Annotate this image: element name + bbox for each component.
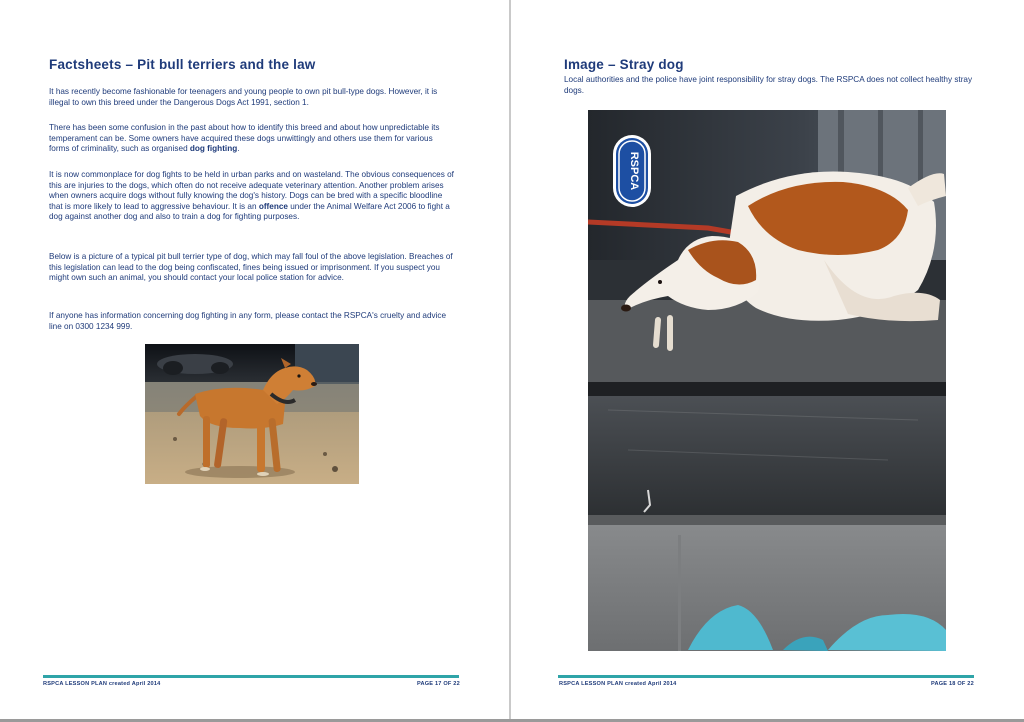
stray-dog-paragraph: Local authorities and the police have joint responsibility for stray dogs. The RSPCA does not collect healthy stray dogs.	[564, 75, 973, 95]
paragraph-1: It has recently become fashionable for teenagers and young people to own pit bull-type dogs. However, it is illegal to own this breed under the Dangerous Dogs Act 1991, section 1.	[49, 87, 438, 107]
footer-rule	[43, 675, 459, 678]
paragraph-3-end: under the Animal Welfare Act 2006 to fight a dog against another dog and also to train a dog for fighting purposes.	[49, 201, 450, 222]
page-17	[0, 0, 509, 722]
paragraph-3-text: It is now commonplace for dog fights to be held in urban parks and on wasteland. The obvious consequences of this are injuries to the dogs, which often do not receive adequate veterinary attention. Another problem arises when owners acquire dogs without fully knowing the dog's history. Dogs can be bred with a specific bloodline that is more likely to lead to aggressive behaviour. It is an	[49, 170, 454, 211]
footer-page-number: PAGE 18 OF 22	[931, 681, 974, 687]
paragraph-2-end: .	[237, 144, 240, 154]
footer-rule	[558, 675, 974, 678]
page-title: Factsheets – Pit bull terriers and the law	[49, 57, 316, 72]
footer-page-number: PAGE 17 OF 22	[417, 681, 460, 687]
page-title: Image – Stray dog	[564, 57, 684, 72]
paragraph-2	[49, 123, 454, 155]
offence-term: offence	[258, 201, 288, 211]
paragraph-2-text: There has been some confusion in the past about how to identify this breed and about how unpredictable its temperament can be. Some owners have acquired these dogs unwittingly and others use them for various forms of criminality, such as organised	[49, 123, 440, 154]
footer-lesson-plan: RSPCA LESSON PLAN created April 2014	[43, 681, 161, 687]
page-18	[511, 0, 1024, 722]
paragraph-3	[49, 170, 454, 223]
stray-dog-photo	[588, 110, 946, 651]
dog-fighting-term: dog fighting	[189, 144, 238, 154]
paragraph-5: If anyone has information concerning dog fighting in any form, please contact the RSPCA's cruelty and advice line on 0300 1234 999.	[49, 311, 447, 331]
paragraph-4: Below is a picture of a typical pit bull terrier type of dog, which may fall foul of the above legislation. Breaches of this legislation can lead to the dog being confiscated, fines being issued or imprisonment. If you suspect you might own such an animal, you should contact your local police station for advice.	[49, 252, 453, 283]
pit-bull-photo	[145, 344, 359, 484]
footer-lesson-plan: RSPCA LESSON PLAN created April 2014	[559, 681, 677, 687]
rspca-logo: RSPCA	[628, 151, 641, 191]
